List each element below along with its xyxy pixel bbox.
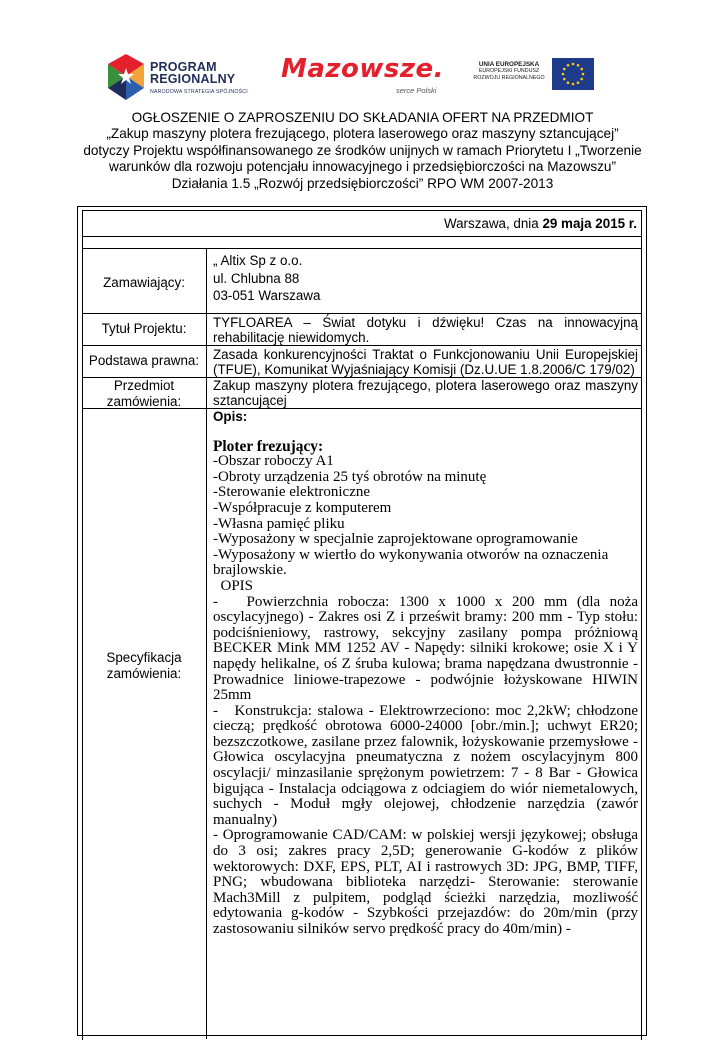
mazowsze-wordmark: Mazowsze.	[281, 54, 445, 84]
mazowsze-logo	[281, 54, 445, 100]
podstawa-value: Zasada konkurencyjności Traktat o Funkcjonowaniu Unii Europejskiej (TFUE), Komunikat Wyjaśniający Komisji (Dz.U.UE 1.8.2006/C 179/02)	[213, 347, 638, 378]
program-regionalny-line1: PROGRAM	[150, 60, 217, 74]
specyfikacja-label	[82, 650, 206, 682]
heading-line-3: dotyczy Projektu współfinansowanego ze środków unijnych w ramach Priorytetu I „Tworzenie	[83, 142, 642, 158]
bullet-item: -Własna pamięć pliku	[213, 515, 345, 532]
bullet-item: -Obszar roboczy A1	[213, 453, 334, 470]
program-regionalny-logo	[106, 52, 256, 102]
heading-line-4: warunków dla rozwoju potencjału innowacyjnego i przedsiębiorczości na Mazowszu”	[109, 159, 616, 175]
przedmiot-label-line-2: zamówienia:	[106, 393, 182, 409]
zamawiajacy-label: Zamawiający:	[103, 275, 185, 290]
zamawiajacy-value	[213, 252, 638, 305]
date-value: 29 maja 2015 r.	[542, 216, 637, 231]
announcement-heading	[70, 110, 655, 192]
tytul-value: TYFLOAREA – Świat dotyku i dźwięku! Czas na innowacyjną rehabilitację niewidomych.	[213, 315, 638, 346]
program-regionalny-subtitle: NARODOWA STRATEGIA SPÓJNOŚCI	[150, 89, 248, 95]
mazowsze-subtitle: serce Polski	[396, 86, 437, 95]
specyfikacja-label-line-1: Specyfikacja	[106, 650, 182, 665]
specyfikacja-value	[213, 409, 642, 938]
opis-label: OPIS	[213, 577, 254, 594]
spec-paragraph-2: - Konstrukcja: stalowa - Elektrowrzeciono: moc 2,2kW; chłodzone cieczą; prędkość obrotowa 6000-24000 [obr./min.]; uchwyt ER20; bezszczotkowe, zasilane przez falownik, łożyskowanie przemysłowe - Głowica oscylacyjna pneumatyczna z nożem oscylacyjnym 800 oscylacji/ minzasilanie sprężonym powietrzem: 7 - 8 Bar - Głowica bigująca - Instalacja odciągowa z odciagiem do wiór niemetalowych, suchych - Moduł mgły olejowej, chłodzenie narzędzia (zawór manualny)	[213, 702, 642, 828]
logo-bar	[0, 48, 725, 106]
document-date	[444, 216, 637, 231]
tytul-label: Tytuł Projektu:	[101, 321, 187, 336]
specyfikacja-label-line-2: zamówienia:	[106, 666, 182, 681]
przedmiot-value: Zakup maszyny plotera frezującego, plotera laserowego oraz maszyny sztancującej	[213, 378, 638, 409]
eu-line1: UNIA EUROPEJSKA	[478, 61, 540, 68]
date-prefix: Warszawa, dnia	[443, 216, 543, 231]
program-regionalny-emblem-icon	[106, 52, 146, 102]
ploter-section-title: Ploter frezujący:	[213, 437, 324, 455]
eu-line3: ROZWOJU REGIONALNEGO	[473, 75, 545, 81]
column-divider	[206, 249, 207, 1039]
heading-line-5: Działania 1.5 „Rozwój przedsiębiorczości” RPO WM 2007-2013	[171, 175, 554, 191]
eu-logo	[470, 58, 595, 94]
spacer-row	[82, 237, 642, 249]
program-regionalny-line2: REGIONALNY	[150, 72, 236, 86]
eu-flag-icon	[552, 58, 594, 90]
zamawiajacy-line-3: 03-051 Warszawa	[213, 288, 321, 303]
bullet-item: -Wyposażony w wiertło do wykonywania otworów na oznaczenia brajlowskie.	[213, 546, 609, 579]
podstawa-label: Podstawa prawna:	[88, 353, 200, 368]
zamawiajacy-line-1: „ Altix Sp z o.o.	[213, 253, 303, 268]
przedmiot-label-line-1: Przedmiot	[113, 378, 175, 393]
spec-paragraph-3: - Oprogramowanie CAD/CAM: w polskiej wersji językowej; obsługa do 3 osi; zakres pracy 2,5D; generowanie G-kodów z plików wektorowych: DXF, EPS, PLT, AI i rastrowych 3D: JPG, BMP, TIFF, PNG; wbudowana biblioteka narzędzi- Sterowanie: sterowanie Mach3Mill z pulpitem, podgląd ścieżki narzędzia, mozliwość edytowania g-kodów - Szybkości przejazdów: do 20m/min (przy zastosowaniu silników servo prędkość pracy do 40m/min) -	[213, 827, 638, 937]
eu-line2: EUROPEJSKI FUNDUSZ	[478, 68, 540, 74]
bullet-item: -Obroty urządzenia 25 tyś obrotów na minutę	[213, 468, 487, 485]
zamawiajacy-line-2: ul. Chlubna 88	[213, 270, 300, 286]
opis-heading: Opis:	[213, 409, 248, 424]
spec-paragraph-1: - Powierzchnia robocza: 1300 x 1000 x 200 mm (dla noża oscylacyjnego) - Zakres osi Z i prześwit bramy: 200 mm - Typ stołu: podciśnieniowy, rastrowy, sekcyjny zasilany pompa próżniową BECKER Mink MM 1252 AV - Napędy: silniki krokowe; osie X i Y napędy helikalne, oś Z śruba kulowa; brama napędzana dwustronnie - Prowadnice liniowe-trapezowe - podwójnie łożyskowane HIWIN 25mm	[213, 593, 642, 704]
bullet-item: -Wyposażony w specjalnie zaprojektowane oprogramowanie	[213, 531, 578, 548]
heading-line-1: OGŁOSZENIE O ZAPROSZENIU DO SKŁADANIA OFERT NA PRZEDMIOT	[131, 110, 594, 125]
bullet-item: -Sterowanie elektroniczne	[213, 484, 371, 501]
bullet-item: -Współpracuje z komputerem	[213, 499, 392, 516]
przedmiot-label	[82, 378, 206, 409]
heading-line-2: „Zakup maszyny plotera frezującego, plotera laserowego oraz maszyny sztancującej”	[106, 126, 619, 142]
